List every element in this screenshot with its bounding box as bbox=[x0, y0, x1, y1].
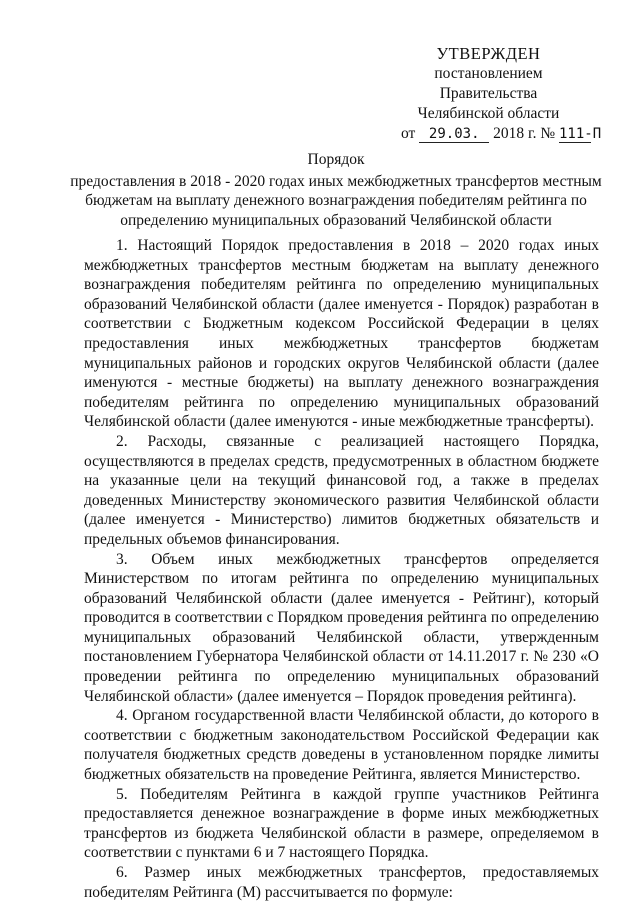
approval-stamp bbox=[386, 44, 602, 144]
approval-heading: УТВЕРЖДЕН bbox=[436, 44, 541, 63]
approval-number: 111-П bbox=[559, 126, 602, 142]
document-title bbox=[70, 150, 602, 230]
paragraph-1: 1. Настоящий Порядок предоставления в 2018 – 2020 годах иных межбюджетных трансфертов местным бюджетам на выплату денежного вознаграждения победителям рейтинга по определению муниципальных образований Челябинской области (далее именуется - Порядок) разработан в соответствии с Бюджетным кодексом Российской Федерации в целях предоставления иных межбюджетных трансфертов бюджетам муниципальных районов и городских округов Челябинской области (далее именуются - местные бюджеты) на выплату денежного вознаграждения победителям рейтинга по определению муниципальных образований Челябинской области (далее именуются - иные межбюджетные трансферты). bbox=[84, 237, 599, 431]
title-text: предоставления в 2018 - 2020 годах иных межбюджетных трансфертов местным бюджетам на выплату денежного вознаграждения победителям рейтинга по определению муниципальных образований Челябинской области bbox=[70, 172, 602, 229]
paragraph-5: 5. Победителям Рейтинга в каждой группе участников Рейтинга предоставляется денежное вознаграждение в форме иных межбюджетных трансфертов из бюджета Челябинской области в размере, определяемом в соответствии с пунктами 6 и 7 настоящего Порядка. bbox=[84, 785, 599, 862]
approval-line-2: Челябинской области bbox=[417, 105, 560, 122]
approval-doc-line bbox=[386, 124, 602, 144]
title-word: Порядок bbox=[307, 151, 365, 168]
approval-year: 2018 г. № bbox=[493, 125, 556, 142]
document-body bbox=[84, 236, 599, 902]
paragraph-2: 2. Расходы, связанные с реализацией настоящего Порядка, осуществляются в пределах средств, предусмотренных в областном бюджете на указанные цели на текущий финансовой год, а также в пределах доведенных Министерству экономического развития Челябинской области (далее именуется - Министерство) лимитов бюджетных обязательств и предельных объемов финансирования. bbox=[84, 432, 599, 548]
approval-date: 29.03. bbox=[419, 126, 489, 143]
paragraph-4: 4. Органом государственной власти Челябинской области, до которого в соответствии с бюджетным законодательством Российской Федерации как получателя бюджетных средств доведены в установленном порядке лимиты бюджетных обязательств на проведение Рейтинга, является Министерство. bbox=[84, 707, 599, 784]
approval-prefix: от bbox=[401, 125, 416, 142]
paragraph-3: 3. Объем иных межбюджетных трансфертов определяется Министерством по итогам рейтинга по определению муниципальных образований Челябинской области (далее именуется - Рейтинг), который проводится в соответствии с Порядком проведения рейтинга по определению муниципальных образований Челябинской области, утвержденным постановлением Губернатора Челябинской области от 14.11.2017 г. № 230 «О проведении рейтинга по определению муниципальных образований Челябинской области» (далее именуется – Порядок проведения рейтинга). bbox=[84, 550, 599, 705]
approval-line-1: постановлением Правительства bbox=[434, 65, 543, 102]
paragraph-6: 6. Размер иных межбюджетных трансфертов, предоставляемых победителям Рейтинга (М) рассчитывается по формуле: bbox=[84, 864, 599, 901]
